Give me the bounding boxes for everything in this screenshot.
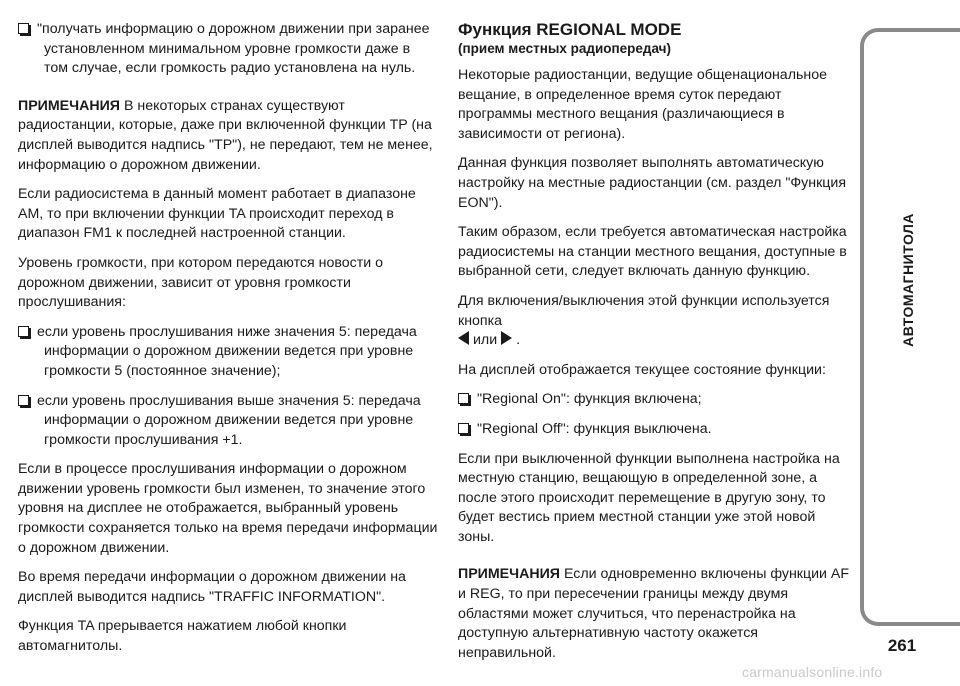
list-item: "получать информацию о дорожном движении при заранее установленном минимальном уровне громкости даже в том случае, если громкость радио установлена на нуль.: [18, 20, 438, 79]
paragraph: Таким образом, если требуется автоматическая настройка радиосистемы на станции местного вещания, доступные в выбранной сети, следует включать данную функцию.: [458, 224, 847, 280]
note-paragraph: ПРИМЕЧАНИЯ Если одновременно включены функции AF и REG, то при пересечении границы между двумя областями может случиться, что перенастройка на доступную альтернативную частоту окажется неправильной.: [458, 566, 850, 661]
note-paragraph: ПРИМЕЧАНИЯ В некоторых странах существуют радиостанции, которые, даже при включенной функции TP (на дисплей выводится надпись "TP"), не передают, тем не менее, информацию о дорожном движении.: [18, 97, 433, 173]
paragraph: На дисплей отображается текущее состояние функции:: [458, 361, 826, 378]
paragraph: Некоторые радиостанции, ведущие общенациональное вещание, в определенное время суток передают программы местного вещания (различающиеся в зависимости от региона).: [458, 67, 827, 142]
section-tab-label: АВТОМАГНИТОЛА: [900, 213, 916, 347]
paragraph: Во время передачи информации о дорожном движении на дисплей выводится надпись "TRAFFIC INFORMATION".: [18, 569, 406, 605]
checkbox-bullet-icon: [458, 423, 469, 434]
left-column: [18, 20, 438, 667]
page-number: 261: [887, 636, 917, 655]
note-label: ПРИМЕЧАНИЯ: [458, 566, 560, 583]
paragraph: Если в процессе прослушивания информации о дорожном движении уровень громкости был изменен, то значение этого уровня на дисплее не отображается, выбранный уровень громкости сохраняется только на время передачи информации о дорожном движении.: [18, 461, 438, 556]
left-arrow-icon: [458, 331, 469, 345]
right-column: [458, 20, 850, 673]
list-item: если уровень прослушивания выше значения 5: передача информации о дорожном движении ведется при уровне громкости прослушивания +1.: [18, 392, 438, 451]
list-item: "Regional On": функция включена;: [458, 390, 850, 410]
paragraph: Если радиосистема в данный момент работает в диапазоне AM, то при включении функции TA происходит переход в диапазон FM1 к последней настроенной станции.: [18, 186, 416, 242]
paragraph: Для включения/выключения этой функции используется кнопка или .: [458, 292, 830, 349]
list-item: "Regional Off": функция выключена.: [458, 420, 850, 440]
right-arrow-icon: [501, 331, 512, 345]
checkbox-bullet-icon: [18, 23, 29, 34]
list-item: если уровень прослушивания ниже значения 5: передача информации о дорожном движении ведется при уровне громкости 5 (постоянное значение);: [18, 323, 438, 382]
checkbox-bullet-icon: [18, 395, 29, 406]
checkbox-bullet-icon: [458, 393, 469, 404]
paragraph: Уровень громкости, при котором передаются новости о дорожном движении, зависит от уровня громкости прослушивания:: [18, 254, 383, 311]
section-title: Функция REGIONAL MODE: [458, 20, 682, 39]
section-subtitle: (прием местных радиопередач): [458, 41, 672, 56]
checkbox-bullet-icon: [18, 326, 29, 337]
watermark: carmanualsonline.info: [742, 664, 883, 680]
note-label: ПРИМЕЧАНИЯ: [18, 97, 120, 114]
paragraph: Данная функция позволяет выполнять автоматическую настройку на местные радиостанции (см. раздел "Функция EON").: [458, 155, 847, 211]
paragraph: Если при выключенной функции выполнена настройка на местную станцию, вещающую в определенной зоне, а после этого происходит перемещение в другую зону, то будет вестись прием местной станции уже этой новой зоны.: [458, 450, 840, 545]
paragraph: Функция TA прерывается нажатием любой кнопки автомагнитолы.: [18, 618, 347, 655]
